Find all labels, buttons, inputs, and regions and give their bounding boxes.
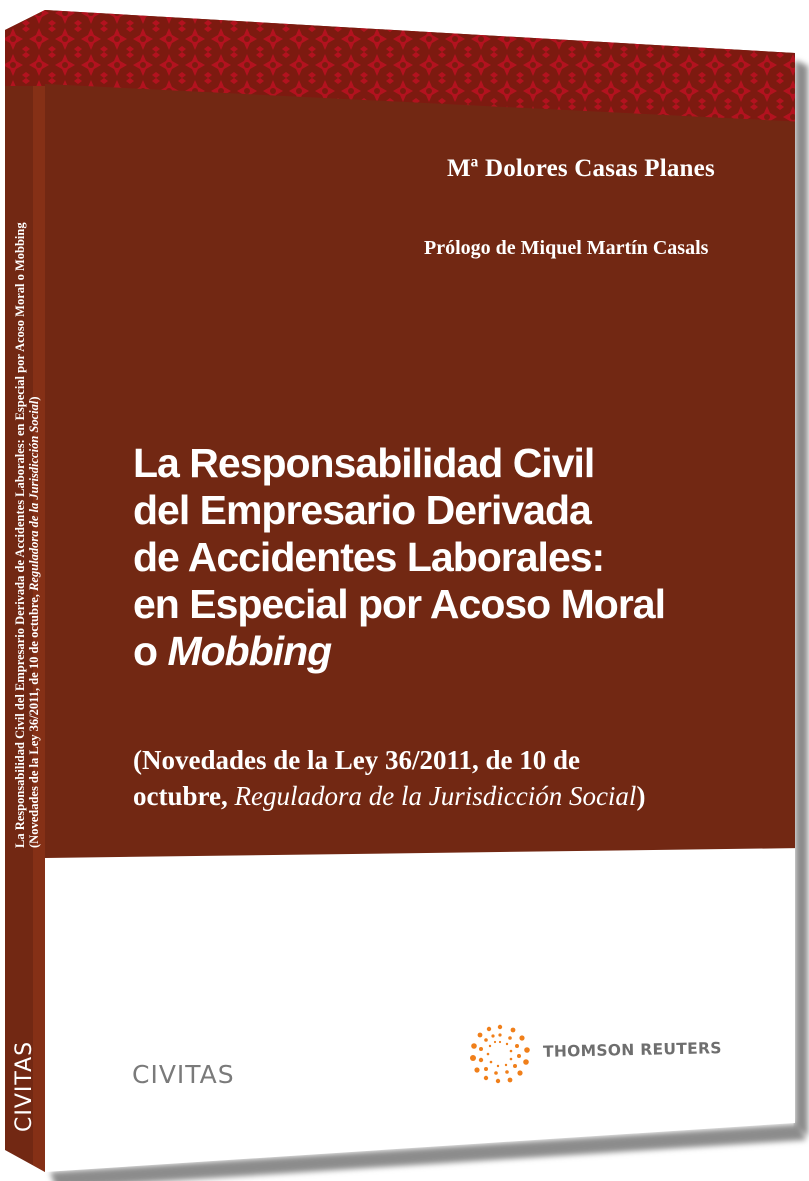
book-subtitle [133, 742, 645, 814]
author-name: Mª Dolores Casas Planes [447, 155, 715, 182]
spine-line-1: La Responsabilidad Civil del Empresario Derivada de Accidentes Laborales: en Especial por Acoso Moral o Mobbing [13, 222, 27, 848]
title-prefix: o [133, 628, 168, 674]
title-italic-word: Mobbing [167, 628, 332, 674]
publisher-civitas-logo: CIVITAS [132, 1060, 235, 1089]
title-line-4: en Especial por Acoso Moral [133, 581, 665, 627]
spine-line-2-italic: Reguladora de la Jurisdicción Social [27, 400, 41, 591]
subtitle-line-1: (Novedades de la Ley 36/2011, de 10 de [133, 745, 581, 775]
prologue-credit: Prólogo de Miquel Martín Casals [424, 237, 709, 259]
spine-publisher: CIVITAS [12, 1040, 37, 1132]
right-shadow [795, 60, 808, 1136]
subtitle-line-2 [133, 778, 645, 814]
spine-line-2 [27, 222, 41, 848]
title-line-3: de Accidentes Laborales: [133, 534, 605, 580]
spine-line-2-suffix: ) [27, 396, 41, 401]
publisher-thomson-reuters: THOMSON REUTERS [542, 1039, 722, 1061]
subtitle-italic: Reguladora de la Jurisdicción Social [234, 781, 637, 811]
spine-title [13, 222, 41, 848]
subtitle-prefix: octubre, [133, 781, 235, 811]
book-title [133, 440, 665, 675]
front-brown-panel [45, 0, 805, 858]
title-line-2: del Empresario Derivada [133, 487, 591, 533]
title-line-5 [133, 628, 665, 675]
thomson-reuters-logo-icon [470, 1024, 530, 1084]
title-line-1: La Responsabilidad Civil [133, 440, 595, 486]
spine-line-2-prefix: (Novedades de la Ley 36/2011, de 10 de octubre, [27, 590, 41, 848]
subtitle-suffix: ) [636, 781, 646, 811]
